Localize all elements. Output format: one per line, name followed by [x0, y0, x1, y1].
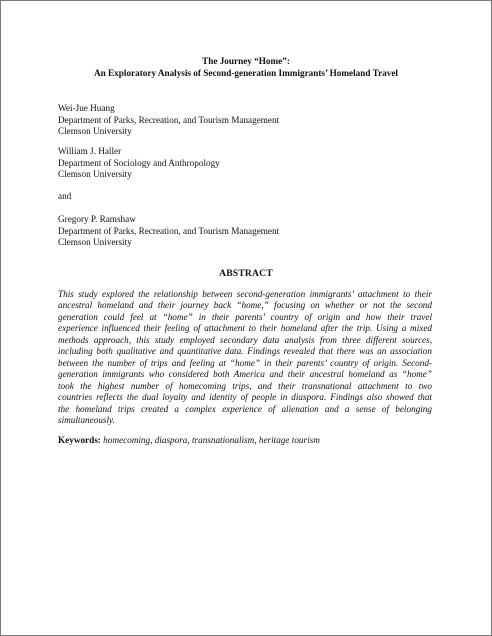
abstract-line: simultaneously. [58, 414, 115, 425]
abstract-heading: ABSTRACT [219, 268, 273, 279]
keywords-label: Keywords: [58, 435, 104, 445]
abstract-line: generation could feel at “home” in their parents’ country of origin and how their travel [58, 311, 432, 322]
abstract-line: experience influenced their feeling of attachment to their homeland after the trip. Using a mixed [58, 323, 432, 334]
title-line-2: An Exploratory Analysis of Second-generation Immigrants’ Homeland Travel [94, 68, 398, 78]
abstract-body [58, 289, 432, 426]
author-name: Gregory P. Ramshaw [58, 214, 136, 224]
abstract-line: the homeland trips created a complex experience of alienation and a sense of belonging [58, 403, 432, 414]
and-connector [58, 191, 71, 203]
author-institution: Clemson University [58, 237, 132, 247]
paper-title [0, 55, 492, 79]
author-name: Wei-Jue Huang [58, 103, 115, 113]
author-department: Department of Sociology and Anthropology [58, 157, 220, 168]
abstract-line: This study explored the relationship between second-generation immigrants’ attachment to their [58, 289, 432, 299]
and-text: and [58, 191, 72, 201]
abstract-line: methods approach, this study employed secondary data analysis from three different sources, [58, 334, 432, 345]
author-name: William J. Haller [58, 146, 122, 156]
keywords-values: homecoming, diaspora, transnationalism, heritage tourism [103, 435, 320, 445]
title-line-1: The Journey “Home”: [202, 56, 290, 66]
author-1 [58, 103, 279, 138]
keywords [58, 435, 320, 445]
author-institution: Clemson University [58, 169, 132, 179]
author-institution: Clemson University [58, 126, 132, 136]
abstract-line: between the number of trips and feeling at “home” in their parents’ country of origin. Second- [58, 357, 432, 368]
abstract-line: including both qualitative and quantitative data. Findings revealed that there was an association [58, 346, 432, 357]
abstract-line: ancestral homeland and their journey back “home,” focusing on whether or not the second [58, 300, 432, 311]
author-department: Department of Parks, Recreation, and Tourism Management [58, 114, 280, 125]
author-3 [58, 214, 279, 249]
abstract-line: took the highest number of homecoming trips, and their transnational attachment to two [58, 380, 432, 391]
author-2 [58, 146, 220, 181]
abstract-line: countries reflects the dual loyalty and identity of people in diaspora. Findings also showed that [58, 392, 432, 403]
abstract-line: generation immigrants who considered both America and their ancestral homeland as “home” [58, 369, 432, 380]
author-department: Department of Parks, Recreation, and Tourism Management [58, 225, 280, 236]
